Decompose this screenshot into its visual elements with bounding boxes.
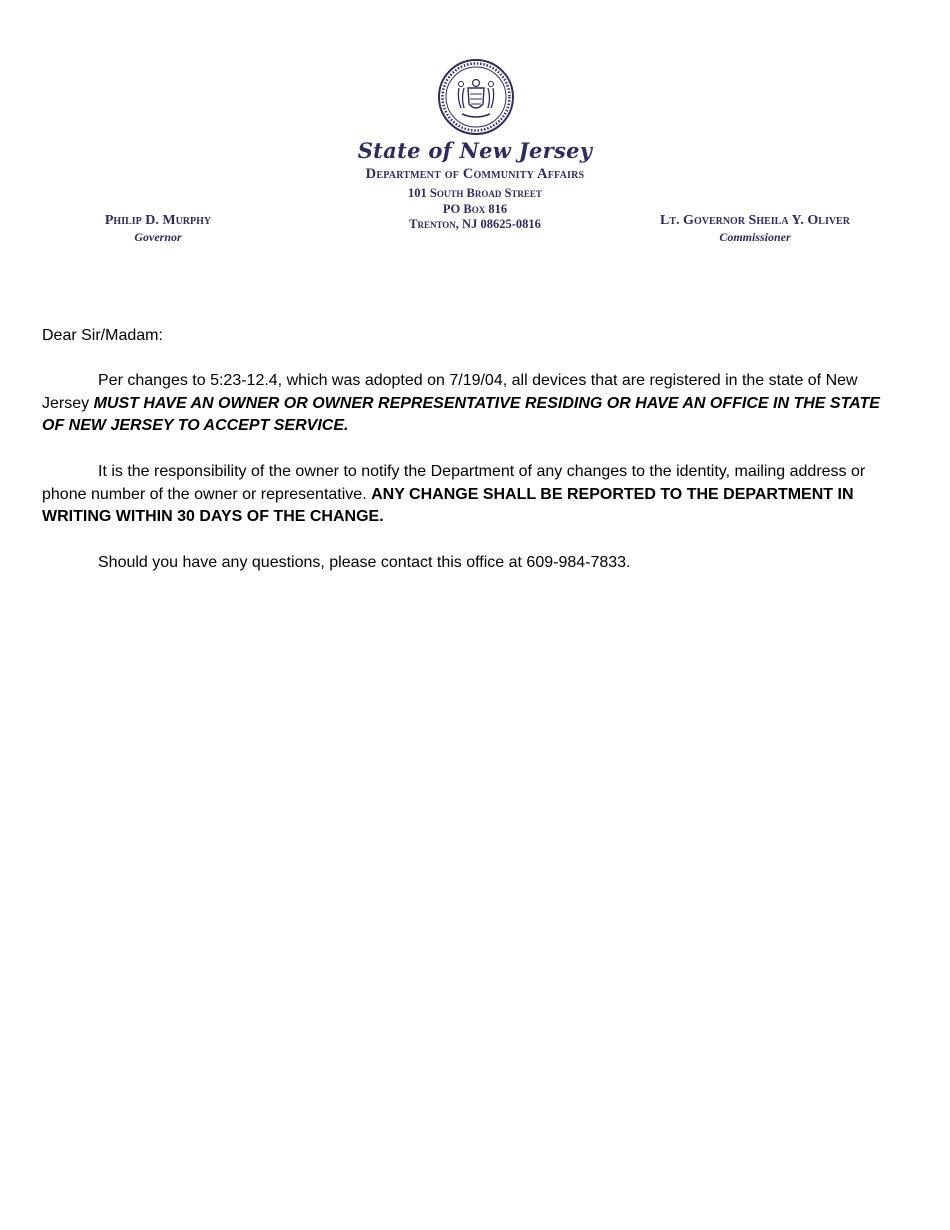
commissioner-name: Lt. Governor Sheila Y. Oliver [660, 213, 850, 228]
address-line-2: PO Box 816 [442, 202, 508, 216]
commissioner-title: Commissioner [719, 230, 791, 244]
address-line-3: Trenton, NJ 08625-0816 [409, 217, 541, 231]
governor-name: Philip D. Murphy [104, 213, 212, 228]
state-seal-icon [437, 58, 515, 136]
commissioner-block [625, 213, 885, 245]
address-line-1: 101 South Broad Street [408, 186, 542, 200]
paragraph-1-emphasis: MUST HAVE AN OWNER OR OWNER REPRESENTATIVE RESIDING OR HAVE AN OFFICE IN THE STATE OF NEW JERSEY TO ACCEPT SERVICE. [42, 394, 880, 434]
state-title: State of New Jersey [357, 138, 593, 163]
paragraph-3-text: Should you have any questions, please contact this office at 609-984-7833. [98, 554, 631, 571]
governor-title: Governor [134, 230, 182, 244]
paragraph-1-text: Per changes to 5:23-12.4, which was adopted on 7/19/04, all devices that are registered in the state of New Jersey [42, 372, 858, 412]
department-name: Department of Community Affairs [365, 166, 585, 182]
paragraph-2-text: It is the responsibility of the owner to notify the Department of any changes to the identity, mailing address or phone number of the owner or representative. [42, 463, 866, 503]
paragraph-2-emphasis: ANY CHANGE SHALL BE REPORTED TO THE DEPARTMENT IN WRITING WITHIN 30 DAYS OF THE CHANGE. [42, 485, 854, 525]
salutation: Dear Sir/Madam: [42, 327, 163, 344]
paragraph-1 [42, 370, 904, 438]
paragraph-2 [42, 461, 904, 529]
paragraph-3 [42, 552, 904, 575]
governor-block [28, 213, 288, 245]
